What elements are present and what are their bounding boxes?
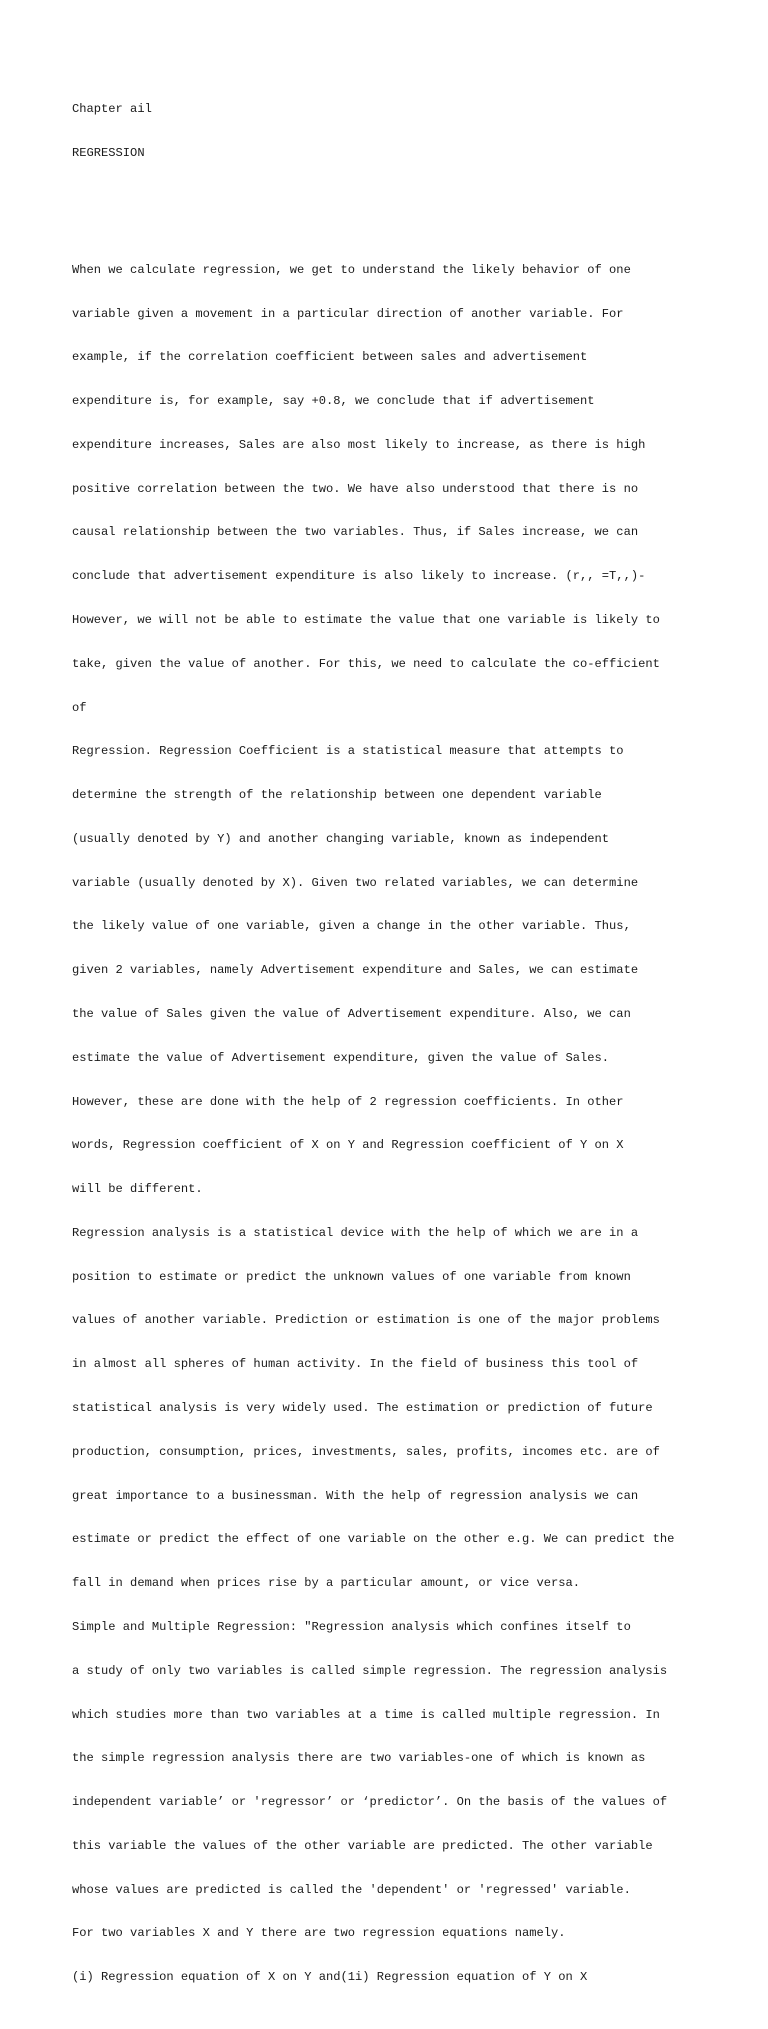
text-line: Regression. Regression Coefficient is a statistical measure that attempts to [72, 744, 624, 759]
text-line: in almost all spheres of human activity. In the field of business this tool of [72, 1357, 639, 1372]
text-line: the value of Sales given the value of Advertisement expenditure. Also, we can [72, 1007, 631, 1021]
page-title: REGRESSION [72, 145, 145, 160]
text-line: For two variables X and Y there are two regression equations namely. [72, 1926, 566, 1941]
text-line: the simple regression analysis there are two variables-one of which is known as [72, 1751, 646, 1766]
text-line: which studies more than two variables at a time is called multiple regression. In [72, 1707, 660, 1722]
text-line: Simple and Multiple Regression: "Regression analysis which confines itself to [72, 1619, 631, 1634]
text-line: statistical analysis is very widely used. The estimation or prediction of future [72, 1401, 653, 1416]
text-line: determine the strength of the relationship between one dependent variable [72, 788, 602, 803]
text-line: of [72, 700, 87, 715]
text-line: (usually denoted by Y) and another changing variable, known as independent [72, 831, 610, 846]
text-line: However, these are done with the help of 2 regression coefficients. In other [72, 1094, 624, 1109]
text-line: words, Regression coefficient of X on Y and Regression coefficient of Y on X [72, 1138, 624, 1153]
text-line: expenditure increases, Sales are also most likely to increase, as there is high [72, 437, 646, 452]
text-line: When we calculate regression, we get to understand the likely behavior of one [72, 262, 631, 277]
text-line: estimate or predict the effect of one variable on the other e.g. We can predict the [72, 1532, 675, 1547]
text-line: production, consumption, prices, investments, sales, profits, incomes etc. are of [72, 1444, 660, 1459]
text-line: independent variable’ or 'regressor’ or ‘predictor’. On the basis of the values of [72, 1795, 668, 1810]
text-line: example, if the correlation coefficient between sales and advertisement [72, 350, 588, 365]
text-line: expenditure is, for example, say +0.8, we conclude that if advertisement [72, 394, 595, 409]
text-line: causal relationship between the two variables. Thus, if Sales increase, we can [72, 525, 639, 540]
text-line: the likely value of one variable, given a change in the other variable. Thus, [72, 919, 631, 934]
text-line: estimate the value of Advertisement expenditure, given the value of Sales. [72, 1050, 610, 1065]
text-line: whose values are predicted is called the 'dependent' or 'regressed' variable. [72, 1882, 631, 1897]
text-line: positive correlation between the two. We have also understood that there is no [72, 481, 639, 496]
text-line: this variable the values of the other variable are predicted. The other variable [72, 1838, 653, 1853]
text-line: a study of only two variables is called simple regression. The regression analysis [72, 1663, 668, 1678]
document-page [72, 73, 712, 2029]
text-line: (i) Regression equation of X on Y and(1i) Regression equation of Y on X [72, 1970, 588, 1985]
text-line: will be different. [72, 1182, 203, 1197]
body-text [72, 234, 712, 2014]
paragraph-spacer [72, 190, 712, 205]
text-line: values of another variable. Prediction or estimation is one of the major problems [72, 1313, 660, 1328]
text-line: given 2 variables, namely Advertisement expenditure and Sales, we can estimate [72, 963, 639, 978]
text-line: variable (usually denoted by X). Given two related variables, we can determine [72, 875, 639, 890]
text-line: variable given a movement in a particular direction of another variable. For [72, 306, 624, 321]
text-line: great importance to a businessman. With the help of regression analysis we can [72, 1488, 639, 1503]
text-line: Regression analysis is a statistical device with the help of which we are in a [72, 1225, 639, 1240]
text-line: take, given the value of another. For this, we need to calculate the co-efficient [72, 656, 660, 671]
chapter-label: Chapter ail [72, 102, 152, 117]
text-line: However, we will not be able to estimate the value that one variable is likely to [72, 612, 660, 627]
text-line: fall in demand when prices rise by a particular amount, or vice versa. [72, 1576, 581, 1591]
text-line: position to estimate or predict the unknown values of one variable from known [72, 1269, 631, 1284]
text-line: conclude that advertisement expenditure is also likely to increase. (r,, =T,,)- [72, 569, 646, 584]
